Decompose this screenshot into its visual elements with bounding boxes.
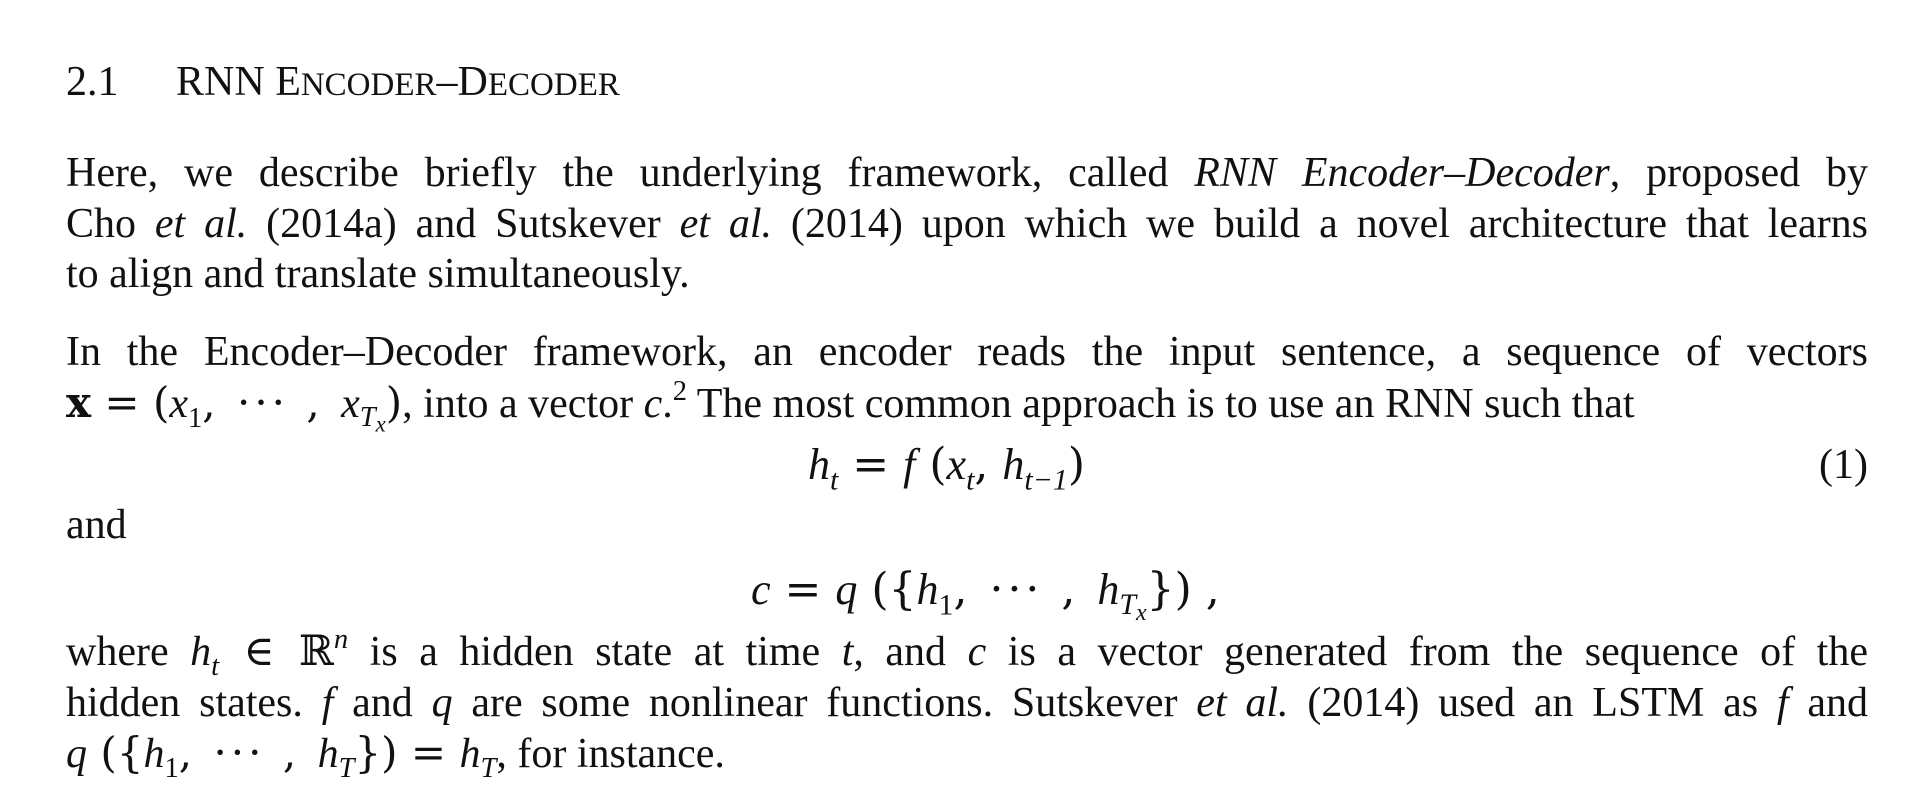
paragraph-line: to align and translate simultaneously. — [66, 251, 690, 297]
citation-etal: et al. — [1196, 679, 1289, 726]
paragraph-encoder-decoder — [66, 327, 1868, 438]
italic-term: RNN Encoder–Decoder — [1194, 150, 1610, 196]
section-heading — [66, 52, 620, 115]
paragraph-intro — [66, 148, 1868, 300]
paragraph-line: Here, we describe briefly the underlying framework, called RNN Encoder–Decoder, proposed by — [66, 150, 1868, 196]
math-vector-x: x — [66, 377, 92, 427]
paragraph-line: hidden states. f and q are some nonlinear functions. Sutskever et al. (2014) used an LSTM as f and — [66, 679, 1868, 726]
equation-1: $h_t = f$ ($x_t$, $h_{t-1}$) — [808, 439, 1085, 497]
paragraph-line: q ({$h_1$, ··· , $h_T\}) = h_T$, for instance. — [66, 728, 725, 784]
connector-text: and — [66, 502, 127, 548]
citation-etal: et al. — [154, 200, 248, 247]
section-number: 2.1 — [66, 59, 119, 105]
section-title: RNN ENCODER–DECODER — [176, 59, 620, 105]
paragraph-line: In the Encoder–Decoder framework, an encoder reads the input sentence, a sequence of vectors — [66, 329, 1868, 375]
paragraph-line: where $h_t$ ∈ ℝ$^n$ is a hidden state at time t, and c is a vector generated from the sequence of the — [66, 623, 1868, 682]
paragraph-line: Cho et al. (2014a) and Sutskever et al. (2014) upon which we build a novel architecture that learns — [66, 200, 1869, 247]
citation-etal: et al. — [679, 200, 772, 247]
footnote-marker[interactable]: 2 — [672, 375, 688, 407]
equation-number: (1) — [1819, 442, 1868, 488]
equation-2: c = q ({$h_1$, ··· , $h_{T_x}$}) , — [751, 564, 1220, 627]
paragraph-hidden-states — [66, 623, 1868, 784]
paragraph-line: $x = (x_1$, ··· , $x_{T_x}$), into a vector c.$^2$ The most common approach is to use an RNN such that — [66, 375, 1635, 438]
